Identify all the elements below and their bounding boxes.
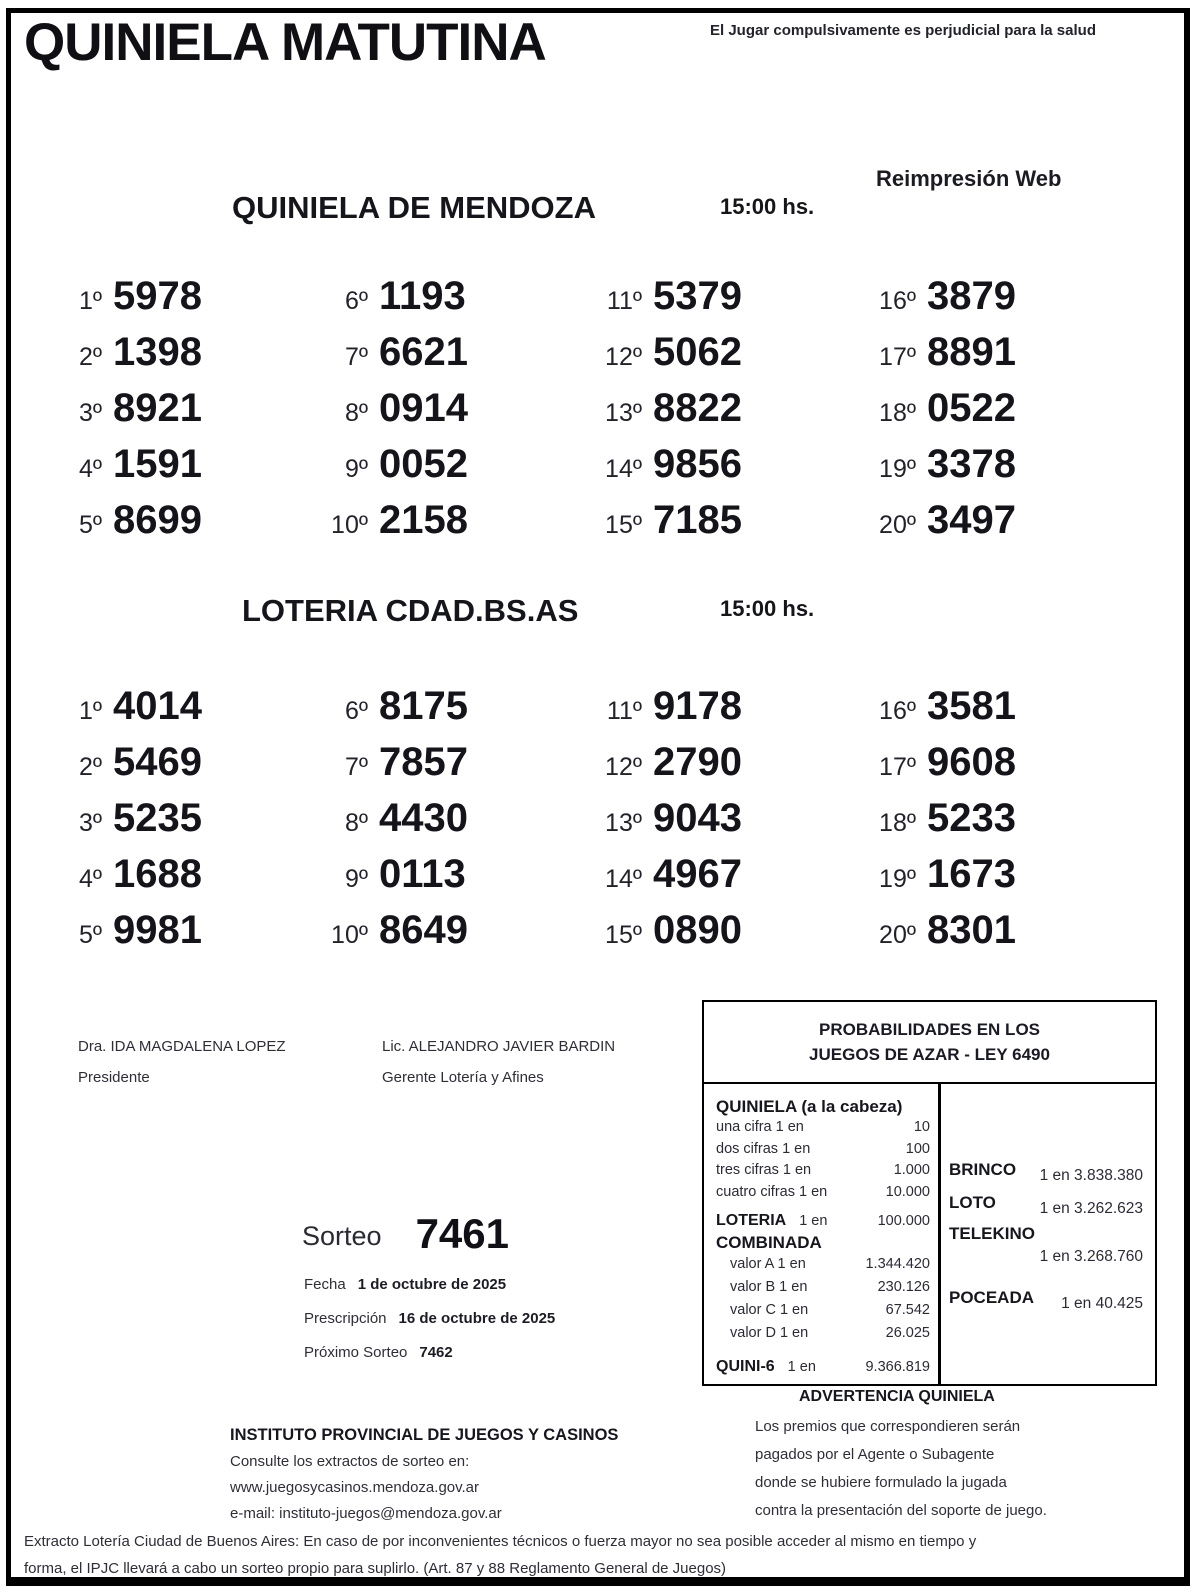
result-number: 8175 [379, 684, 468, 728]
result-position: 9º [344, 455, 368, 483]
web-reprint-label: Reimpresión Web [876, 166, 1062, 191]
quini6-odds-row [716, 1358, 930, 1376]
section-title-bsas: LOTERIA CDAD.BS.AS [242, 593, 579, 628]
result-number: 9856 [653, 442, 742, 486]
result-position: 15º [605, 921, 642, 949]
result-cell [858, 678, 1016, 734]
odds-row [716, 1322, 930, 1345]
result-cell [858, 492, 1016, 548]
result-cell [44, 846, 202, 902]
result-cell [584, 846, 742, 902]
result-cell [584, 734, 742, 790]
result-number: 8891 [927, 330, 1016, 374]
draw-number-value: 7461 [415, 1210, 509, 1257]
combinada-odds-header: COMBINADA [716, 1233, 822, 1252]
results-column [310, 678, 468, 958]
result-number: 3879 [927, 274, 1016, 318]
result-position: 19º [879, 865, 916, 893]
result-cell [584, 380, 742, 436]
probabilities-box [702, 1000, 1157, 1386]
warning-line: Los premios que correspondieren serán [755, 1418, 1021, 1435]
result-position: 13º [605, 809, 642, 837]
result-number: 1398 [113, 330, 202, 374]
result-cell [858, 902, 1016, 958]
result-position: 14º [605, 865, 642, 893]
result-position: 3º [78, 399, 102, 427]
probabilities-title [704, 1002, 1155, 1084]
result-number: 4967 [653, 852, 742, 896]
result-position: 12º [605, 343, 642, 371]
result-number: 9608 [927, 740, 1016, 784]
result-cell [858, 790, 1016, 846]
poceada-label: POCEADA [949, 1288, 1035, 1307]
warning-line: donde se hubiere formulado la jugada [755, 1474, 1007, 1491]
telekino-odds: 1 en 3.268.760 [1039, 1248, 1143, 1265]
result-position: 10º [331, 921, 368, 949]
result-number: 4430 [379, 796, 468, 840]
results-column [310, 268, 468, 548]
result-cell [584, 324, 742, 380]
probabilities-left-column [704, 1084, 941, 1384]
quini6-odds-label: QUINI-6 [716, 1358, 775, 1375]
result-number: 0914 [379, 386, 468, 430]
result-number: 5978 [113, 274, 202, 318]
odds-label: valor C 1 en [730, 1302, 809, 1318]
draw-number-row [302, 1210, 509, 1258]
result-position: 8º [344, 399, 368, 427]
result-cell [310, 790, 468, 846]
institute-block [230, 1426, 618, 1523]
draw-prescription-row [304, 1310, 555, 1327]
result-cell [310, 324, 468, 380]
result-cell [310, 678, 468, 734]
result-number: 8921 [113, 386, 202, 430]
result-cell [44, 268, 202, 324]
result-position: 5º [78, 511, 102, 539]
result-position: 16º [879, 697, 916, 725]
draw-number-label: Sorteo [302, 1221, 382, 1251]
result-cell [584, 790, 742, 846]
result-number: 3497 [927, 498, 1016, 542]
result-number: 9178 [653, 684, 742, 728]
draw-prescription-label: Prescripción [304, 1310, 387, 1327]
odds-value: 10 [913, 1119, 930, 1135]
odds-value: 230.126 [877, 1279, 930, 1295]
result-position: 9º [344, 865, 368, 893]
result-position: 13º [605, 399, 642, 427]
odds-row [716, 1253, 930, 1276]
result-cell [858, 268, 1016, 324]
odds-label: valor B 1 en [730, 1279, 808, 1295]
result-cell [584, 492, 742, 548]
result-number: 1673 [927, 852, 1016, 896]
result-cell [858, 846, 1016, 902]
odds-value: 1.344.420 [865, 1256, 930, 1272]
loteria-odds-row [716, 1212, 930, 1230]
result-position: 17º [879, 753, 916, 781]
result-number: 5062 [653, 330, 742, 374]
result-number: 1591 [113, 442, 202, 486]
results-grid-bsas [0, 678, 1200, 960]
results-column [858, 678, 1016, 958]
result-cell [310, 734, 468, 790]
result-cell [44, 324, 202, 380]
result-number: 0052 [379, 442, 468, 486]
result-cell [858, 324, 1016, 380]
result-position: 14º [605, 455, 642, 483]
result-position: 4º [78, 865, 102, 893]
next-draw-value: 7462 [419, 1344, 453, 1361]
result-position: 11º [606, 287, 642, 315]
result-position: 18º [879, 399, 916, 427]
result-position: 6º [344, 287, 368, 315]
result-position: 1º [78, 697, 102, 725]
result-cell [44, 678, 202, 734]
poceada-odds: 1 en 40.425 [1061, 1295, 1143, 1312]
loto-odds-row [949, 1193, 1143, 1217]
section-title-mendoza: QUINIELA DE MENDOZA [232, 190, 596, 225]
footer-legal-note [24, 1528, 976, 1582]
result-position: 7º [344, 753, 368, 781]
result-number: 7857 [379, 740, 468, 784]
result-number: 6621 [379, 330, 468, 374]
result-number: 3581 [927, 684, 1016, 728]
result-number: 5233 [927, 796, 1016, 840]
result-cell [44, 380, 202, 436]
result-position: 16º [879, 287, 916, 315]
result-cell [584, 678, 742, 734]
result-number: 8699 [113, 498, 202, 542]
institute-consult-text: Consulte los extractos de sorteo en: [230, 1453, 470, 1470]
results-grid-mendoza [0, 268, 1200, 550]
result-position: 10º [331, 511, 368, 539]
result-cell [310, 846, 468, 902]
odds-value: 10.000 [885, 1183, 930, 1200]
results-column [584, 678, 742, 958]
institute-name: INSTITUTO PROVINCIAL DE JUEGOS Y CASINOS [230, 1426, 619, 1444]
draw-prescription-value: 16 de octubre de 2025 [398, 1310, 556, 1327]
brinco-odds-row [949, 1160, 1143, 1184]
result-number: 5469 [113, 740, 202, 784]
results-column [858, 268, 1016, 548]
result-number: 3378 [927, 442, 1016, 486]
draw-date-row [304, 1276, 506, 1293]
result-number: 0113 [379, 852, 466, 896]
result-position: 1º [78, 287, 102, 315]
official-name: Dra. IDA MAGDALENA LOPEZ [78, 1038, 286, 1055]
result-cell [858, 380, 1016, 436]
official-name: Lic. ALEJANDRO JAVIER BARDIN [382, 1038, 616, 1055]
results-column [584, 268, 742, 548]
result-cell [584, 436, 742, 492]
result-cell [310, 436, 468, 492]
odds-mid: 1 en [799, 1213, 828, 1229]
page-title: QUINIELA MATUTINA [24, 13, 546, 72]
section-time-mendoza: 15:00 hs. [720, 194, 815, 219]
odds-row [716, 1182, 930, 1204]
official-role: Gerente Lotería y Afines [382, 1069, 544, 1086]
odds-value: 100 [905, 1140, 930, 1157]
odds-label: valor A 1 en [730, 1256, 806, 1272]
odds-row [716, 1160, 930, 1182]
result-number: 7185 [653, 498, 742, 542]
result-cell [44, 902, 202, 958]
loteria-odds-value: 100.000 [877, 1213, 930, 1229]
telekino-label: TELEKINO [949, 1224, 1035, 1243]
brinco-label: BRINCO [949, 1160, 1017, 1179]
odds-row [716, 1276, 930, 1299]
odds-label: cuatro cifras 1 en [716, 1183, 828, 1200]
odds-value: 67.542 [885, 1302, 930, 1318]
odds-label: tres cifras 1 en [716, 1162, 812, 1178]
result-number: 5235 [113, 796, 202, 840]
odds-row [716, 1139, 930, 1161]
draw-date-value: 1 de octubre de 2025 [357, 1276, 507, 1293]
odds-label: valor D 1 en [730, 1325, 809, 1341]
odds-value: 1.000 [893, 1162, 930, 1178]
institute-website: www.juegosycasinos.mendoza.gov.ar [230, 1479, 480, 1496]
result-position: 20º [879, 921, 916, 949]
result-position: 19º [879, 455, 916, 483]
result-cell [310, 902, 468, 958]
quini6-odds-value: 9.366.819 [865, 1359, 930, 1375]
odds-label: una cifra 1 en [716, 1119, 804, 1135]
poceada-odds-row [949, 1288, 1143, 1312]
results-column [44, 268, 202, 548]
result-number: 1193 [379, 274, 466, 318]
result-cell [310, 380, 468, 436]
odds-value: 26.025 [885, 1325, 930, 1341]
official-president [78, 1038, 286, 1086]
loto-label: LOTO [949, 1193, 996, 1212]
result-cell [44, 790, 202, 846]
odds-row [716, 1117, 930, 1139]
loto-odds: 1 en 3.262.623 [1039, 1200, 1143, 1217]
result-cell [858, 436, 1016, 492]
draw-date-label: Fecha [304, 1276, 346, 1293]
footer-line: Extracto Lotería Ciudad de Buenos Aires: En caso de por inconvenientes técnicos o fuerza mayor no sea posible acceder al mismo en tiempo y [24, 1533, 977, 1550]
telekino-odds-row [949, 1224, 1143, 1266]
result-number: 0522 [927, 386, 1016, 430]
brinco-odds: 1 en 3.838.380 [1039, 1167, 1143, 1184]
result-position: 5º [78, 921, 102, 949]
result-position: 11º [606, 697, 642, 725]
result-cell [44, 734, 202, 790]
quiniela-odds-header: QUINIELA (a la cabeza) [716, 1097, 903, 1116]
result-cell [44, 436, 202, 492]
result-position: 2º [78, 343, 102, 371]
result-number: 2790 [653, 740, 742, 784]
result-cell [584, 268, 742, 324]
result-cell [310, 492, 468, 548]
result-number: 8649 [379, 908, 468, 952]
result-number: 0890 [653, 908, 742, 952]
result-position: 20º [879, 511, 916, 539]
odds-label: dos cifras 1 en [716, 1140, 811, 1157]
health-warning-text: El Jugar compulsivamente es perjudicial para la salud [710, 22, 1096, 39]
result-position: 15º [605, 511, 642, 539]
result-cell [858, 734, 1016, 790]
result-position: 17º [879, 343, 916, 371]
result-position: 18º [879, 809, 916, 837]
result-number: 1688 [113, 852, 202, 896]
footer-line: forma, el IPJC llevará a cabo un sorteo propio para suplirlo. (Art. 87 y 88 Reglamento General de Juegos) [24, 1560, 727, 1577]
result-position: 8º [344, 809, 368, 837]
result-cell [310, 268, 468, 324]
result-position: 7º [344, 343, 368, 371]
result-position: 3º [78, 809, 102, 837]
result-number: 8822 [653, 386, 742, 430]
loteria-odds-label: LOTERIA [716, 1212, 787, 1229]
result-position: 12º [605, 753, 642, 781]
probabilities-title-line1: PROBABILIDADES EN LOS [818, 1020, 1041, 1039]
result-position: 6º [344, 697, 368, 725]
next-draw-row [304, 1344, 453, 1361]
official-role: Presidente [78, 1069, 150, 1086]
official-manager [382, 1038, 615, 1086]
result-number: 9981 [113, 908, 202, 952]
section-time-bsas: 15:00 hs. [720, 596, 815, 621]
result-number: 9043 [653, 796, 742, 840]
warning-line: pagados por el Agente o Subagente [755, 1446, 995, 1463]
quiniela-warning-title: ADVERTENCIA QUINIELA [799, 1388, 995, 1405]
odds-row [716, 1299, 930, 1322]
probabilities-right-column [941, 1084, 1155, 1384]
results-column [44, 678, 202, 958]
probabilities-title-line2: JUEGOS DE AZAR - LEY 6490 [809, 1045, 1050, 1064]
quiniela-warning-text [755, 1413, 1047, 1525]
next-draw-label: Próximo Sorteo [304, 1344, 408, 1361]
result-number: 5379 [653, 274, 742, 318]
result-position: 2º [78, 753, 102, 781]
result-position: 4º [78, 455, 102, 483]
warning-line: contra la presentación del soporte de juego. [755, 1502, 1047, 1519]
odds-mid: 1 en [787, 1359, 816, 1375]
result-number: 2158 [379, 498, 468, 542]
result-number: 4014 [113, 684, 202, 728]
result-cell [44, 492, 202, 548]
result-cell [584, 902, 742, 958]
institute-email: e-mail: instituto-juegos@mendoza.gov.ar [230, 1505, 502, 1522]
result-number: 8301 [927, 908, 1016, 952]
